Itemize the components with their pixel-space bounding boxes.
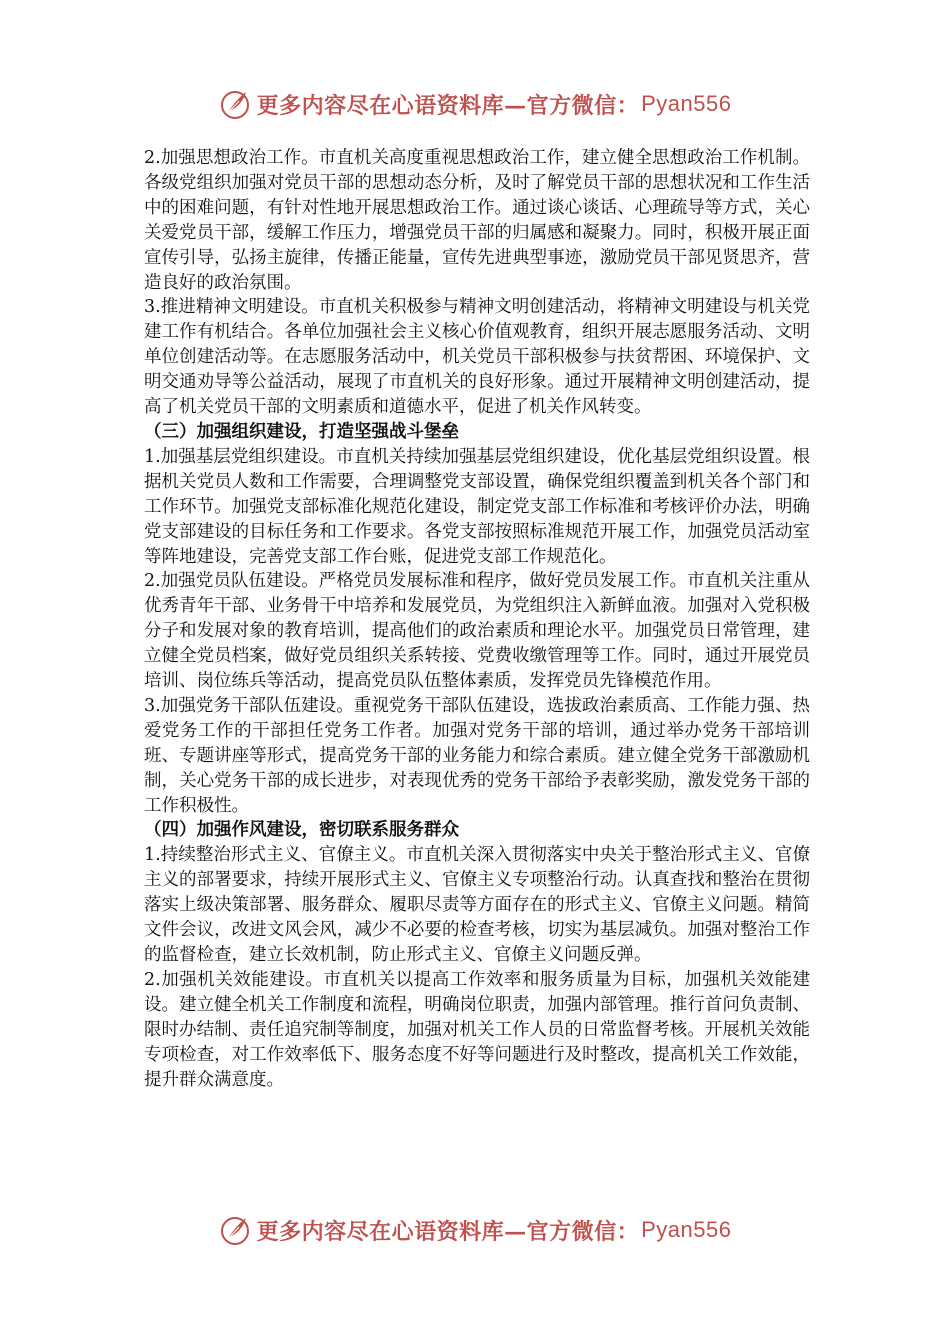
- watermark-wechat-id: Pyan556: [641, 1217, 732, 1242]
- feather-pen-logo-icon: [219, 1214, 251, 1246]
- footer-watermark-banner: [0, 1208, 950, 1252]
- paragraph-formalism-bureaucracy: 1.持续整治形式主义、官僚主义。市直机关深入贯彻落实中央关于整治形式主义、官僚主义的部署要求，持续开展形式主义、官僚主义专项整治行动。认真查找和整治在贯彻落实上级决策部署、服务群众、履职尽责等方面存在的形式主义、官僚主义问题。精简文件会议，改进文风会风，减少不必要的检查考核，切实为基层减负。加强对整治工作的监督检查，建立长效机制，防止形式主义、官僚主义问题反弹。: [144, 845, 810, 965]
- section-heading-work-style: （四）加强作风建设，密切联系服务群众: [144, 820, 459, 841]
- paragraph-efficiency-building: 2.加强机关效能建设。市直机关以提高工作效率和服务质量为目标，加强机关效能建设。建立健全机关工作制度和流程，明确岗位职责，加强内部管理。推行首问负责制、限时办结制、责任追究制等制度，加强对机关工作人员的日常监督考核。开展机关效能专项检查，对工作效率低下、服务态度不好等问题进行及时整改，提高机关工作效能，提升群众满意度。: [144, 969, 810, 1090]
- watermark-text: 更多内容尽在心语资料库—官方微信：: [256, 1218, 640, 1245]
- paragraph-grassroots-organization: 1.加强基层党组织建设。市直机关持续加强基层党组织建设，优化基层党组织设置。根据机关党员人数和工作需要，合理调整党支部设置，确保党组织覆盖到机关各个部门和工作环节。加强党支部标准化规范化建设，制定党支部工作标准和考核评价办法，明确党支部建设的目标任务和工作要求。各党支部按照标准规范开展工作，加强党员活动室等阵地建设，完善党支部工作台账，促进党支部工作规范化。: [144, 446, 810, 567]
- section-heading-organization: （三）加强组织建设，打造坚强战斗堡垒: [144, 421, 459, 442]
- paragraph-party-member-team: 2.加强党员队伍建设。严格党员发展标准和程序，做好党员发展工作。市直机关注重从优秀青年干部、业务骨干中培养和发展党员，为党组织注入新鲜血液。加强对入党积极分子和发展对象的教育培训，提高他们的政治素质和理论水平。加强党员日常管理，建立健全党员档案，做好党员组织关系转接、党费收缴管理等工作。同时，通过开展党员培训、岗位练兵等活动，提高党员队伍整体素质，发挥党员先锋模范作用。: [144, 571, 810, 692]
- watermark-text: 更多内容尽在心语资料库—官方微信：: [256, 92, 640, 119]
- header-watermark-banner: [0, 82, 950, 126]
- document-body: [144, 146, 810, 1092]
- paragraph-spiritual-civilization: 3.推进精神文明建设。市直机关积极参与精神文明创建活动，将精神文明建设与机关党建工作有机结合。各单位加强社会主义核心价值观教育，组织开展志愿服务活动、文明单位创建活动等。在志愿服务活动中，机关党员干部积极参与扶贫帮困、环境保护、文明交通劝导等公益活动，展现了市直机关的良好形象。通过开展精神文明创建活动，提高了机关党员干部的文明素质和道德水平，促进了机关作风转变。: [144, 297, 810, 418]
- paragraph-ideological-work: 2.加强思想政治工作。市直机关高度重视思想政治工作，建立健全思想政治工作机制。各级党组织加强对党员干部的思想动态分析，及时了解党员干部的思想状况和工作生活中的困难问题，有针对性地开展思想政治工作。通过谈心谈话、心理疏导等方式，关心关爱党员干部，缓解工作压力，增强党员干部的归属感和凝聚力。同时，积极开展正面宣传引导，弘扬主旋律，传播正能量，宣传先进典型事迹，激励党员干部见贤思齐，营造良好的政治氛围。: [144, 148, 810, 293]
- feather-pen-logo-icon: [219, 88, 251, 120]
- paragraph-party-affairs-cadres: 3.加强党务干部队伍建设。重视党务干部队伍建设，选拔政治素质高、工作能力强、热爱党务工作的干部担任党务工作者。加强对党务干部的培训，通过举办党务干部培训班、专题讲座等形式，提高党务干部的业务能力和综合素质。建立健全党务干部激励机制，关心党务干部的成长进步，对表现优秀的党务干部给予表彰奖励，激发党务干部的工作积极性。: [144, 695, 810, 816]
- watermark-wechat-id: Pyan556: [641, 91, 732, 116]
